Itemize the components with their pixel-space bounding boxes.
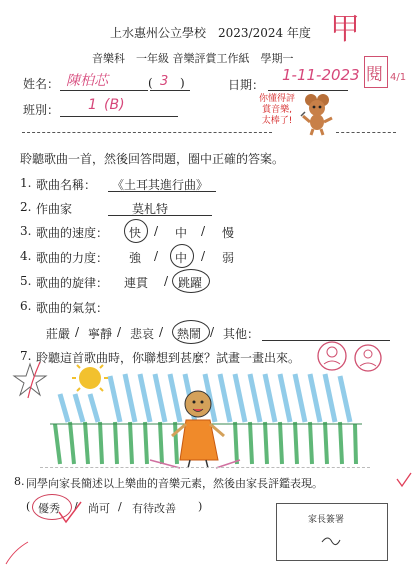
q5-option-staccato: 跳躍 — [178, 276, 203, 290]
q6-circle-mark — [172, 320, 210, 344]
date-line — [268, 90, 348, 91]
q8-option-fair: 尚可 — [88, 502, 110, 515]
grade-mark: 甲 — [330, 12, 360, 47]
date-value: 1-11-2023 — [282, 66, 360, 84]
q1-number: 1. — [20, 176, 32, 190]
stamp-date: 4/1 — [390, 72, 407, 83]
q1-line — [108, 191, 216, 192]
q4-sep-1: / — [154, 249, 159, 263]
instruction-text: 聆聽歌曲一首，然後回答問題，圈中正確的答案。 — [20, 152, 285, 166]
q6-option-other: 其他： — [223, 327, 260, 341]
sticker-line-2: 賞音樂, — [262, 105, 292, 115]
q3-label: 歌曲的速度： — [36, 226, 109, 240]
q4-label: 歌曲的力度： — [36, 251, 109, 265]
q3-option-fast: 快 — [129, 226, 142, 240]
sticker-line-3: 太棒了! — [261, 116, 293, 126]
number-open: ( — [148, 76, 153, 90]
class-section-letter: B — [109, 97, 120, 113]
name-label: 姓名： — [23, 77, 60, 91]
q6-option-lively: 熱鬧 — [177, 327, 202, 341]
q4-sep-2: / — [201, 249, 206, 263]
class-line — [60, 116, 178, 117]
q6-option-solemn: 莊嚴 — [46, 327, 71, 341]
check-mark-icon — [55, 498, 85, 528]
number-close: ) — [180, 76, 185, 90]
q5-label: 歌曲的旋律： — [36, 276, 109, 290]
q8-paren-close: ) — [198, 500, 203, 513]
class-value: 1 — [88, 97, 97, 113]
check-mark-icon — [394, 470, 414, 490]
q6-label: 歌曲的氣氛： — [36, 301, 109, 315]
number-line — [150, 90, 190, 91]
name-value: 陳柏芯 — [66, 73, 108, 89]
q8-option-improve: 有待改善 — [132, 502, 176, 515]
q8-option-excellent: 優秀 — [38, 502, 60, 515]
q4-option-medium: 中 — [175, 251, 188, 265]
q2-number: 2. — [20, 200, 32, 214]
q1-label: 歌曲名稱： — [36, 178, 97, 192]
q6-sep-1: / — [75, 325, 80, 339]
q4-option-strong: 強 — [129, 251, 142, 265]
school-year-heading: 上水惠州公立學校 2023/2024 年度 — [110, 26, 311, 40]
q7-label: 聆聽這首歌曲時，你聯想到甚麼？試畫一畫出來。 — [36, 351, 301, 365]
q3-number: 3. — [20, 224, 32, 238]
q8-sep-2: / — [118, 500, 122, 513]
q8-label: 同學向家長簡述以上樂曲的音樂元素，然後由家長評鑑表現。 — [26, 477, 323, 490]
date-label: 日期： — [228, 78, 265, 92]
parent-signature-label: 家長簽署 — [308, 515, 345, 525]
praise-sticker — [255, 92, 335, 138]
separator-right — [336, 132, 396, 133]
q3-circle-mark — [124, 219, 148, 243]
q6-option-calm: 寧靜 — [88, 327, 113, 341]
mouse-cartoon-icon — [299, 92, 335, 136]
q1-answer: 《土耳其進行曲》 — [112, 178, 209, 192]
q8-sep-1: / — [74, 500, 78, 513]
q3-option-slow: 慢 — [222, 226, 235, 240]
q2-line — [108, 215, 212, 216]
q5-sep-1: / — [164, 274, 169, 288]
q2-label: 作曲家 — [36, 202, 73, 216]
q4-circle-mark — [170, 244, 194, 268]
q8-paren-open: ( — [26, 500, 31, 513]
pen-margin-stroke — [2, 540, 32, 568]
class-label: 班別： — [23, 103, 60, 117]
class-section: (B) — [104, 97, 125, 113]
name-line — [60, 90, 148, 91]
q6-option-sad: 悲哀 — [130, 327, 155, 341]
q4-option-weak: 弱 — [222, 251, 235, 265]
q3-sep-1: / — [154, 224, 159, 238]
q6-sep-3: / — [159, 325, 164, 339]
sticker-line-1: 你懂得評 — [258, 94, 295, 104]
q4-number: 4. — [20, 249, 32, 263]
parent-signature-scribble — [318, 532, 344, 550]
stamp-text: 閱 — [366, 65, 383, 85]
q5-number: 5. — [20, 274, 32, 288]
drawing-bottom-line — [40, 467, 370, 468]
number-value: 3 — [160, 74, 169, 89]
q6-sep-4: / — [210, 325, 215, 339]
separator-left — [22, 132, 272, 133]
q6-sep-2: / — [117, 325, 122, 339]
q3-sep-2: / — [201, 224, 206, 238]
q3-option-medium: 中 — [175, 226, 188, 240]
q5-option-legato: 連貫 — [124, 276, 149, 290]
q8-number: 8. — [14, 475, 25, 488]
student-drawing — [40, 364, 370, 472]
q6-number: 6. — [20, 299, 32, 313]
q7-number: 7. — [20, 349, 32, 363]
q5-circle-mark — [172, 269, 210, 293]
worksheet-subtitle: 音樂科 一年級 音樂評賞工作紙 學期一 — [92, 52, 294, 65]
q2-answer: 莫札特 — [132, 202, 169, 216]
